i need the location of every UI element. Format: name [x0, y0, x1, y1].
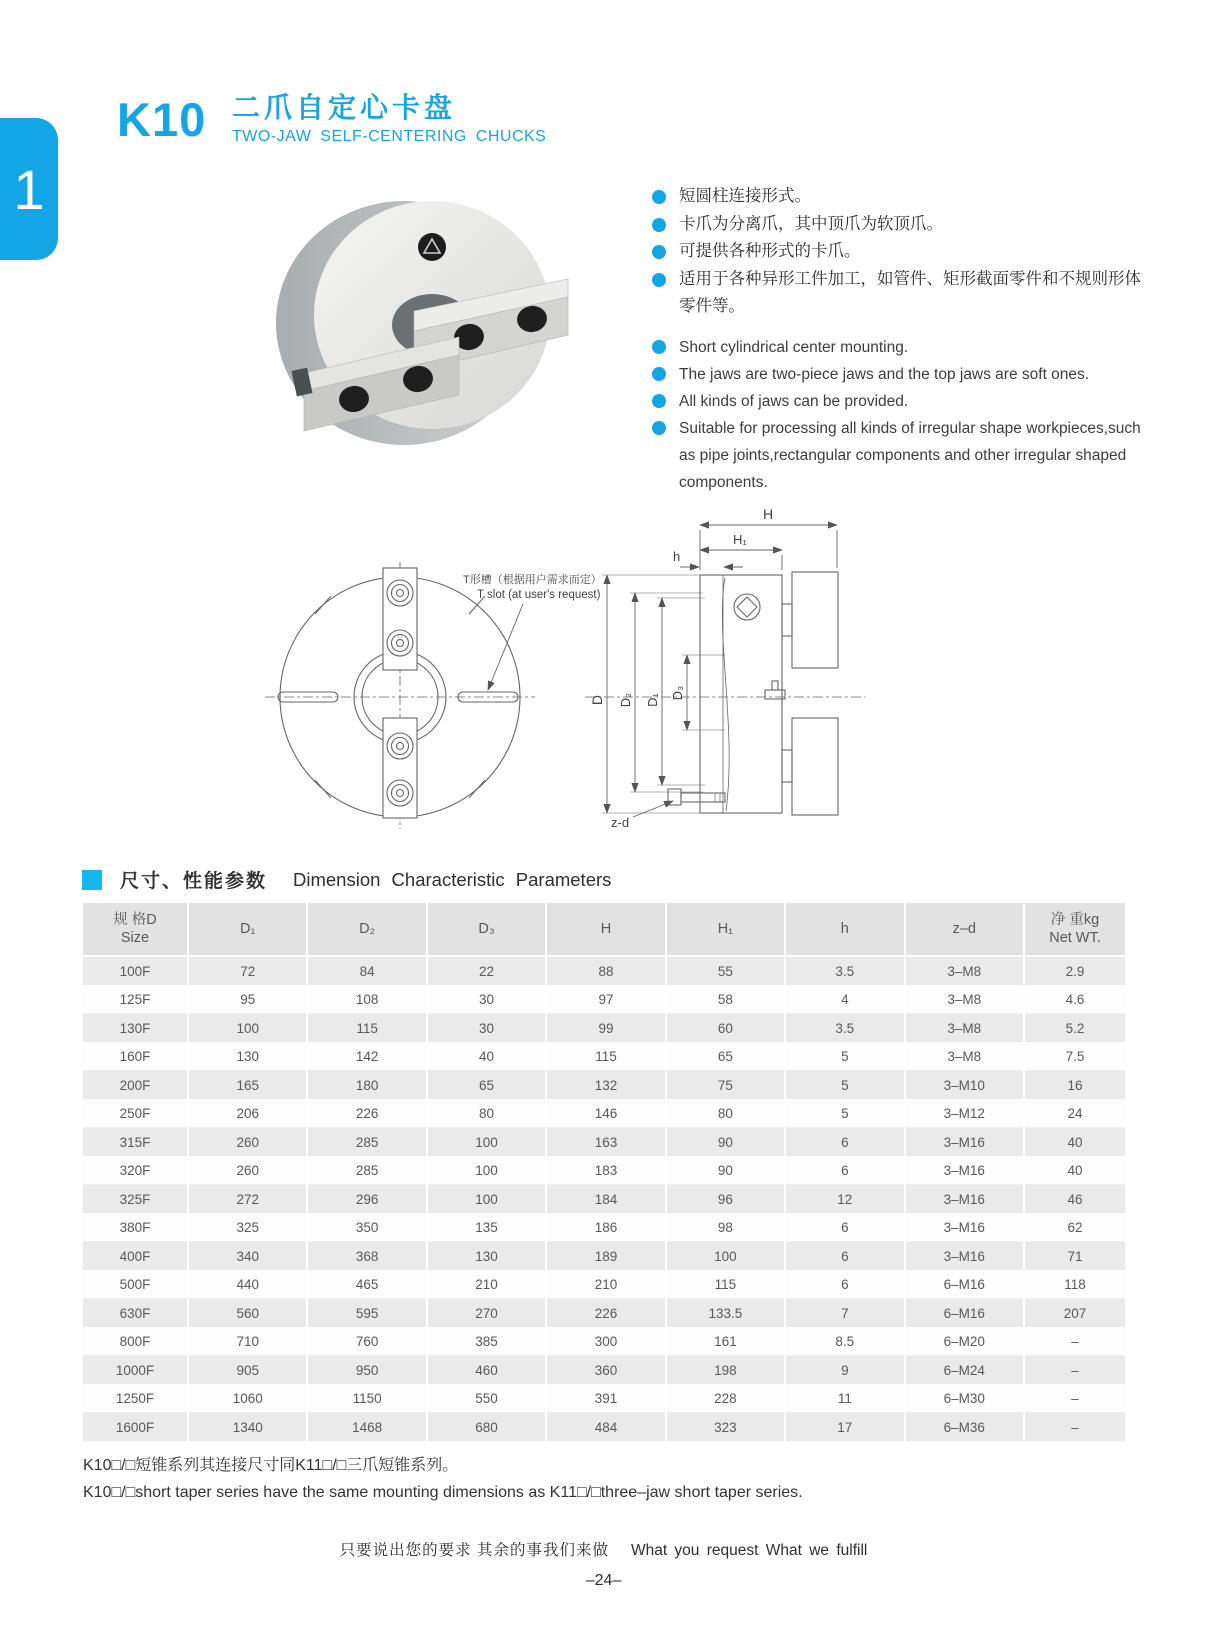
value-cell: 90	[667, 1156, 786, 1185]
value-cell: 3–M16	[906, 1213, 1025, 1242]
table-row	[83, 1099, 1125, 1128]
value-cell: 146	[547, 1099, 666, 1128]
feature-list-cn	[652, 183, 1157, 321]
value-cell: –	[1025, 1413, 1125, 1441]
column-header: 净 重kg Net WT.	[1025, 903, 1125, 957]
value-cell: 130	[428, 1242, 547, 1270]
value-cell: 80	[428, 1099, 547, 1128]
value-cell: 115	[547, 1042, 666, 1071]
value-cell: 296	[308, 1185, 427, 1213]
value-cell: 5	[786, 1071, 905, 1099]
value-cell: 6–M36	[906, 1413, 1025, 1441]
value-cell: 3–M8	[906, 957, 1025, 985]
value-cell: 189	[547, 1242, 666, 1270]
value-cell: 65	[428, 1071, 547, 1099]
value-cell: 391	[547, 1384, 666, 1413]
feature-text: Short cylindrical center mounting.	[679, 338, 909, 356]
value-cell: 550	[428, 1384, 547, 1413]
size-cell: 630F	[83, 1299, 189, 1327]
value-cell: 7.5	[1025, 1042, 1125, 1071]
value-cell: 270	[428, 1299, 547, 1327]
bullet-icon	[652, 245, 666, 259]
value-cell: 226	[547, 1299, 666, 1327]
size-cell: 250F	[83, 1099, 189, 1128]
size-cell: 100F	[83, 957, 189, 985]
value-cell: 5	[786, 1042, 905, 1071]
value-cell: 905	[189, 1356, 308, 1384]
value-cell: 30	[428, 1014, 547, 1042]
value-cell: 55	[667, 957, 786, 985]
value-cell: 300	[547, 1327, 666, 1356]
table-row	[83, 1071, 1125, 1099]
value-cell: 108	[308, 985, 427, 1014]
bullet-icon	[652, 340, 666, 354]
value-cell: 4	[786, 985, 905, 1014]
jaw-top	[383, 568, 417, 670]
table-row	[83, 1299, 1125, 1327]
value-cell: 180	[308, 1071, 427, 1099]
value-cell: 90	[667, 1128, 786, 1156]
column-header: H	[547, 903, 666, 957]
value-cell: 100	[428, 1185, 547, 1213]
value-cell: 260	[189, 1156, 308, 1185]
feature-item	[652, 334, 1157, 361]
value-cell: –	[1025, 1327, 1125, 1356]
value-cell: 680	[428, 1413, 547, 1441]
feature-list	[652, 183, 1157, 496]
section-jaw-bottom	[792, 718, 838, 815]
value-cell: 325	[189, 1213, 308, 1242]
column-header: h	[786, 903, 905, 957]
size-cell: 320F	[83, 1156, 189, 1185]
value-cell: 260	[189, 1128, 308, 1156]
value-cell: 1060	[189, 1384, 308, 1413]
feature-item	[652, 183, 1157, 211]
value-cell: 6–M16	[906, 1270, 1025, 1299]
value-cell: 135	[428, 1213, 547, 1242]
size-cell: 130F	[83, 1014, 189, 1042]
bullet-icon	[652, 190, 666, 204]
value-cell: 285	[308, 1156, 427, 1185]
section-title-cn: 尺寸、性能参数	[120, 871, 268, 892]
size-cell: 800F	[83, 1327, 189, 1356]
feature-text: 可提供各种形式的卡爪。	[679, 242, 861, 260]
value-cell: 3–M10	[906, 1071, 1025, 1099]
table-row	[83, 1213, 1125, 1242]
value-cell: 6–M30	[906, 1384, 1025, 1413]
table-row	[83, 1156, 1125, 1185]
zd-bolt	[668, 789, 725, 805]
value-cell: 272	[189, 1185, 308, 1213]
value-cell: 1340	[189, 1413, 308, 1441]
value-cell: 46	[1025, 1185, 1125, 1213]
value-cell: 3–M16	[906, 1128, 1025, 1156]
column-header: z–d	[906, 903, 1025, 957]
value-cell: 6	[786, 1270, 905, 1299]
feature-text: 短圆柱连接形式。	[679, 187, 811, 205]
table-row	[83, 1128, 1125, 1156]
product-model: K10	[117, 93, 207, 146]
size-cell: 380F	[83, 1213, 189, 1242]
value-cell: 710	[189, 1327, 308, 1356]
size-cell: 1250F	[83, 1384, 189, 1413]
value-cell: 100	[428, 1128, 547, 1156]
value-cell: 98	[667, 1213, 786, 1242]
bullet-icon	[652, 218, 666, 232]
value-cell: 6	[786, 1128, 905, 1156]
value-cell: 17	[786, 1413, 905, 1441]
value-cell: 22	[428, 957, 547, 985]
section-jaw-top	[792, 572, 838, 668]
value-cell: 88	[547, 957, 666, 985]
value-cell: 360	[547, 1356, 666, 1384]
table-row	[83, 957, 1125, 985]
dim-label-D2: D₂	[618, 692, 633, 708]
value-cell: 6–M24	[906, 1356, 1025, 1384]
value-cell: 65	[667, 1042, 786, 1071]
value-cell: 118	[1025, 1270, 1125, 1299]
column-header: D₁	[189, 903, 308, 957]
value-cell: 7	[786, 1299, 905, 1327]
table-row	[83, 985, 1125, 1014]
feature-item	[652, 266, 1157, 321]
page-title-en: TWO-JAW SELF-CENTERING CHUCKS	[232, 128, 547, 145]
value-cell: 1468	[308, 1413, 427, 1441]
size-cell: 160F	[83, 1042, 189, 1071]
value-cell: 6–M16	[906, 1299, 1025, 1327]
feature-text: 卡爪为分离爪，其中顶爪为软顶爪。	[679, 214, 943, 233]
value-cell: 142	[308, 1042, 427, 1071]
bullet-icon	[652, 394, 666, 408]
value-cell: 40	[1025, 1156, 1125, 1185]
value-cell: 210	[428, 1270, 547, 1299]
value-cell: 4.6	[1025, 985, 1125, 1014]
feature-list-en	[652, 334, 1157, 496]
value-cell: 115	[667, 1270, 786, 1299]
slogan-en: What you request What we fulfill	[630, 1542, 868, 1559]
value-cell: 3–M8	[906, 1014, 1025, 1042]
value-cell: 6	[786, 1156, 905, 1185]
value-cell: –	[1025, 1356, 1125, 1384]
size-cell: 400F	[83, 1242, 189, 1270]
brand-badge-icon	[418, 233, 446, 261]
value-cell: 3–M16	[906, 1242, 1025, 1270]
table-row	[83, 1014, 1125, 1042]
feature-item	[652, 211, 1157, 239]
value-cell: 368	[308, 1242, 427, 1270]
bullet-icon	[652, 273, 666, 287]
value-cell: 2.9	[1025, 957, 1125, 985]
value-cell: 3–M8	[906, 1042, 1025, 1071]
value-cell: 60	[667, 1014, 786, 1042]
value-cell: 8.5	[786, 1327, 905, 1356]
t-slot-note-cn: T形槽（根据用户需求而定）	[463, 574, 602, 586]
value-cell: 5	[786, 1099, 905, 1128]
value-cell: 560	[189, 1299, 308, 1327]
feature-text: Suitable for processing all kinds of irregular shape workpieces,such as pipe joints,rectangular components and other irregular shaped components.	[679, 419, 1141, 491]
value-cell: 30	[428, 985, 547, 1014]
value-cell: 210	[547, 1270, 666, 1299]
dimension-lines	[602, 525, 837, 817]
dim-label-H: H	[763, 506, 774, 522]
value-cell: 186	[547, 1213, 666, 1242]
dim-label-h: h	[673, 549, 681, 564]
feature-item	[652, 238, 1157, 266]
slogan-cn: 只要说出您的要求 其余的事我们来做	[339, 1542, 609, 1559]
value-cell: 3.5	[786, 1014, 905, 1042]
value-cell: 460	[428, 1356, 547, 1384]
value-cell: 340	[189, 1242, 308, 1270]
value-cell: 350	[308, 1213, 427, 1242]
value-cell: 97	[547, 985, 666, 1014]
feature-text: 适用于各种异形工件加工，如管件、矩形截面零件和不规则形体零件等。	[679, 269, 1141, 315]
value-cell: –	[1025, 1384, 1125, 1413]
size-cell: 500F	[83, 1270, 189, 1299]
value-cell: 100	[667, 1242, 786, 1270]
value-cell: 99	[547, 1014, 666, 1042]
table-row	[83, 1270, 1125, 1299]
value-cell: 6	[786, 1213, 905, 1242]
value-cell: 6	[786, 1242, 905, 1270]
table-row	[83, 1242, 1125, 1270]
chapter-number: 1	[13, 157, 45, 221]
bullet-icon	[652, 367, 666, 381]
value-cell: 163	[547, 1128, 666, 1156]
dim-label-D3: D₃	[670, 685, 685, 701]
value-cell: 206	[189, 1099, 308, 1128]
feature-text: The jaws are two-piece jaws and the top jaws are soft ones.	[679, 365, 1090, 383]
dim-label-D1: D₁	[645, 693, 660, 707]
note-en: K10□/□short taper series have the same mounting dimensions as K11□/□three–jaw short taper series.	[83, 1484, 803, 1501]
product-photo	[262, 183, 582, 453]
value-cell: 1150	[308, 1384, 427, 1413]
value-cell: 71	[1025, 1242, 1125, 1270]
size-cell: 315F	[83, 1128, 189, 1156]
value-cell: 465	[308, 1270, 427, 1299]
feature-item	[652, 388, 1157, 415]
value-cell: 9	[786, 1356, 905, 1384]
value-cell: 226	[308, 1099, 427, 1128]
t-slot-note-en: T slot (at user's request)	[477, 589, 601, 601]
value-cell: 72	[189, 957, 308, 985]
size-cell: 200F	[83, 1071, 189, 1099]
dimension-table	[83, 903, 1125, 1441]
value-cell: 5.2	[1025, 1014, 1125, 1042]
table-row	[83, 1384, 1125, 1413]
value-cell: 62	[1025, 1213, 1125, 1242]
value-cell: 84	[308, 957, 427, 985]
chapter-tab	[0, 118, 58, 260]
value-cell: 80	[667, 1099, 786, 1128]
value-cell: 440	[189, 1270, 308, 1299]
note-cn: K10□/□短锥系列其连接尺寸同K11□/□三爪短锥系列。	[83, 1457, 459, 1474]
value-cell: 3.5	[786, 957, 905, 985]
value-cell: 11	[786, 1384, 905, 1413]
value-cell: 115	[308, 1014, 427, 1042]
page-number: –24–	[585, 1572, 622, 1589]
value-cell: 96	[667, 1185, 786, 1213]
value-cell: 100	[189, 1014, 308, 1042]
size-cell: 1000F	[83, 1356, 189, 1384]
value-cell: 165	[189, 1071, 308, 1099]
value-cell: 183	[547, 1156, 666, 1185]
size-cell: 125F	[83, 985, 189, 1014]
column-header: D₃	[428, 903, 547, 957]
front-view	[265, 562, 535, 829]
table-row	[83, 1042, 1125, 1071]
value-cell: 760	[308, 1327, 427, 1356]
column-header: 规 格D Size	[83, 903, 189, 957]
dim-label-D: D	[589, 694, 605, 706]
technical-drawing	[75, 478, 1135, 830]
value-cell: 75	[667, 1071, 786, 1099]
value-cell: 323	[667, 1413, 786, 1441]
value-cell: 207	[1025, 1299, 1125, 1327]
value-cell: 6–M20	[906, 1327, 1025, 1356]
column-header: D₂	[308, 903, 427, 957]
value-cell: 385	[428, 1327, 547, 1356]
size-cell: 325F	[83, 1185, 189, 1213]
value-cell: 100	[428, 1156, 547, 1185]
feature-text: All kinds of jaws can be provided.	[679, 392, 909, 410]
size-cell: 1600F	[83, 1413, 189, 1441]
value-cell: 161	[667, 1327, 786, 1356]
cam-bolt	[734, 594, 760, 620]
value-cell: 198	[667, 1356, 786, 1384]
page-title-cn: 二爪自定心卡盘	[232, 92, 457, 123]
section-title-en: Dimension Characteristic Parameters	[293, 868, 612, 890]
table-row	[83, 1413, 1125, 1441]
dim-label-zd: z-d	[611, 815, 630, 830]
table-row	[83, 1327, 1125, 1356]
value-cell: 184	[547, 1185, 666, 1213]
value-cell: 3–M12	[906, 1099, 1025, 1128]
value-cell: 24	[1025, 1099, 1125, 1128]
column-header: H₁	[667, 903, 786, 957]
value-cell: 228	[667, 1384, 786, 1413]
value-cell: 950	[308, 1356, 427, 1384]
value-cell: 484	[547, 1413, 666, 1441]
value-cell: 133.5	[667, 1299, 786, 1327]
feature-item	[652, 361, 1157, 388]
bullet-icon	[652, 421, 666, 435]
value-cell: 12	[786, 1185, 905, 1213]
value-cell: 132	[547, 1071, 666, 1099]
value-cell: 130	[189, 1042, 308, 1071]
value-cell: 3–M8	[906, 985, 1025, 1014]
value-cell: 3–M16	[906, 1156, 1025, 1185]
table-head	[83, 903, 1125, 957]
value-cell: 16	[1025, 1071, 1125, 1099]
table-row	[83, 1356, 1125, 1384]
value-cell: 58	[667, 985, 786, 1014]
footer-slogan	[0, 1538, 1207, 1560]
dim-label-H1: H₁	[733, 532, 747, 547]
value-cell: 40	[1025, 1128, 1125, 1156]
section-heading	[82, 866, 611, 893]
section-marker-icon	[82, 870, 102, 890]
value-cell: 595	[308, 1299, 427, 1327]
value-cell: 95	[189, 985, 308, 1014]
value-cell: 40	[428, 1042, 547, 1071]
value-cell: 3–M16	[906, 1185, 1025, 1213]
value-cell: 285	[308, 1128, 427, 1156]
table-row	[83, 1185, 1125, 1213]
